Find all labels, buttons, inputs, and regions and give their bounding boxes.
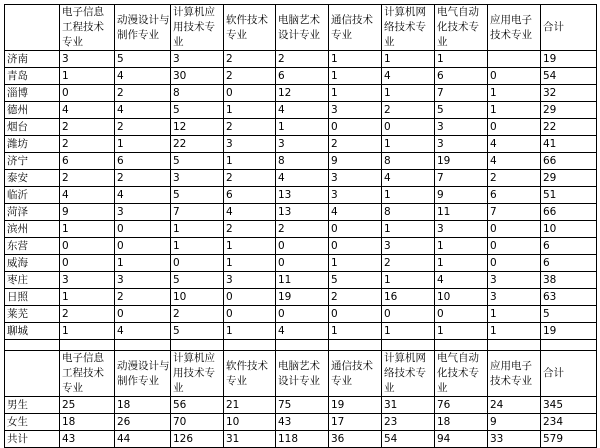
count-cell: 1	[435, 238, 488, 255]
count-cell: 3	[435, 119, 488, 136]
column-header: 计算机应用技术专业	[171, 5, 224, 51]
count-cell: 2	[224, 221, 276, 238]
count-cell: 3	[488, 289, 541, 306]
count-cell: 1	[382, 323, 435, 340]
count-cell: 63	[541, 289, 597, 306]
count-cell: 13	[276, 204, 329, 221]
column-header: 电脑艺术设计专业	[276, 351, 329, 397]
column-header: 电子信息工程技术专业	[60, 5, 115, 51]
count-cell: 5	[171, 187, 224, 204]
empty-cell	[488, 340, 541, 351]
count-cell: 19	[435, 153, 488, 170]
count-cell: 18	[115, 397, 171, 414]
count-cell: 5	[171, 323, 224, 340]
count-cell: 1	[171, 221, 224, 238]
count-cell: 1	[488, 306, 541, 323]
count-cell: 76	[435, 397, 488, 414]
count-cell: 66	[541, 153, 597, 170]
count-cell: 4	[115, 323, 171, 340]
count-cell: 2	[382, 255, 435, 272]
count-cell: 2	[224, 51, 276, 68]
column-header: 通信技术专业	[329, 351, 382, 397]
count-cell: 2	[60, 119, 115, 136]
count-cell: 4	[224, 204, 276, 221]
column-header: 合计	[541, 351, 597, 397]
column-header: 应用电子技术专业	[488, 5, 541, 51]
column-header: 应用电子技术专业	[488, 351, 541, 397]
table-row	[5, 119, 597, 136]
column-header: 软件技术专业	[224, 351, 276, 397]
empty-cell	[276, 340, 329, 351]
spacer-row	[5, 340, 597, 351]
count-cell: 2	[329, 136, 382, 153]
table-row	[5, 102, 597, 119]
count-cell: 19	[541, 51, 597, 68]
count-cell: 17	[329, 414, 382, 431]
count-cell: 0	[276, 238, 329, 255]
count-cell: 2	[382, 102, 435, 119]
count-cell: 4	[488, 136, 541, 153]
count-cell: 2	[224, 170, 276, 187]
table-row	[5, 51, 597, 68]
count-cell: 5	[171, 153, 224, 170]
column-header: 电子信息工程技术专业	[60, 351, 115, 397]
count-cell: 345	[541, 397, 597, 414]
column-header: 计算机应用技术专业	[171, 351, 224, 397]
header-row-majors-summary	[5, 351, 597, 397]
count-cell: 25	[60, 397, 115, 414]
count-cell: 3	[60, 51, 115, 68]
column-header: 计算机网络技术专业	[382, 5, 435, 51]
count-cell: 5	[171, 102, 224, 119]
count-cell: 0	[488, 255, 541, 272]
count-cell: 3	[488, 272, 541, 289]
count-cell: 234	[541, 414, 597, 431]
count-cell: 12	[276, 85, 329, 102]
count-cell: 6	[224, 187, 276, 204]
count-cell: 2	[115, 289, 171, 306]
count-cell: 9	[329, 153, 382, 170]
count-cell: 7	[435, 85, 488, 102]
count-cell: 36	[329, 431, 382, 448]
count-cell: 0	[329, 306, 382, 323]
table-row	[5, 204, 597, 221]
count-cell	[488, 51, 541, 68]
gender-label: 女生	[5, 414, 60, 431]
empty-cell	[435, 340, 488, 351]
count-cell: 8	[382, 153, 435, 170]
city-label: 临沂	[5, 187, 60, 204]
count-cell: 0	[488, 119, 541, 136]
count-cell: 1	[115, 136, 171, 153]
count-cell: 1	[171, 238, 224, 255]
city-label: 菏泽	[5, 204, 60, 221]
count-cell: 16	[382, 289, 435, 306]
count-cell: 2	[276, 221, 329, 238]
count-cell: 5	[541, 306, 597, 323]
count-cell: 0	[60, 238, 115, 255]
count-cell: 10	[541, 221, 597, 238]
count-cell: 29	[541, 170, 597, 187]
count-cell: 1	[488, 102, 541, 119]
count-cell: 3	[60, 272, 115, 289]
count-cell: 3	[115, 204, 171, 221]
gender-label: 共计	[5, 431, 60, 448]
count-cell: 4	[115, 68, 171, 85]
count-cell: 41	[541, 136, 597, 153]
count-cell: 2	[276, 51, 329, 68]
count-cell: 8	[382, 204, 435, 221]
count-cell: 31	[382, 397, 435, 414]
count-cell: 8	[276, 153, 329, 170]
count-cell: 66	[541, 204, 597, 221]
count-cell: 1	[382, 221, 435, 238]
count-cell: 0	[60, 255, 115, 272]
count-cell: 1	[224, 323, 276, 340]
column-header: 动漫设计与制作专业	[115, 5, 171, 51]
table-row	[5, 306, 597, 323]
count-cell: 44	[115, 431, 171, 448]
count-cell: 0	[224, 289, 276, 306]
count-cell: 3	[224, 272, 276, 289]
count-cell: 12	[171, 119, 224, 136]
city-label: 德州	[5, 102, 60, 119]
count-cell: 75	[276, 397, 329, 414]
count-cell: 10	[435, 289, 488, 306]
header-corner-cell	[5, 351, 60, 397]
count-cell: 54	[541, 68, 597, 85]
table-row	[5, 187, 597, 204]
count-cell: 0	[329, 221, 382, 238]
header-corner-cell	[5, 5, 60, 51]
table-row	[5, 431, 597, 448]
count-cell: 9	[488, 414, 541, 431]
count-cell: 3	[276, 136, 329, 153]
count-cell: 19	[329, 397, 382, 414]
count-cell: 0	[224, 85, 276, 102]
count-cell: 23	[382, 414, 435, 431]
city-label: 威海	[5, 255, 60, 272]
count-cell: 51	[541, 187, 597, 204]
city-label: 日照	[5, 289, 60, 306]
empty-cell	[5, 340, 60, 351]
count-cell: 1	[60, 289, 115, 306]
count-cell: 4	[115, 102, 171, 119]
count-cell: 5	[115, 51, 171, 68]
count-cell: 10	[171, 289, 224, 306]
count-cell: 3	[115, 272, 171, 289]
count-cell: 29	[541, 102, 597, 119]
count-cell: 3	[382, 238, 435, 255]
count-cell: 1	[60, 221, 115, 238]
count-cell: 10	[224, 414, 276, 431]
table-row	[5, 397, 597, 414]
count-cell: 0	[488, 221, 541, 238]
count-cell: 3	[171, 170, 224, 187]
count-cell: 1	[329, 85, 382, 102]
count-cell: 13	[276, 187, 329, 204]
city-label: 济南	[5, 51, 60, 68]
empty-cell	[382, 340, 435, 351]
count-cell: 22	[171, 136, 224, 153]
count-cell: 5	[435, 102, 488, 119]
count-cell: 2	[115, 119, 171, 136]
empty-cell	[329, 340, 382, 351]
count-cell: 1	[329, 51, 382, 68]
count-cell: 4	[276, 323, 329, 340]
count-cell: 4	[435, 272, 488, 289]
count-cell: 4	[329, 204, 382, 221]
count-cell: 6	[435, 68, 488, 85]
column-header: 合计	[541, 5, 597, 51]
column-header: 电气自动化技术专业	[435, 5, 488, 51]
count-cell: 3	[329, 170, 382, 187]
count-cell: 0	[488, 238, 541, 255]
city-label: 青岛	[5, 68, 60, 85]
count-cell: 6	[541, 255, 597, 272]
count-cell: 19	[541, 323, 597, 340]
gender-label: 男生	[5, 397, 60, 414]
count-cell: 0	[115, 306, 171, 323]
count-cell: 33	[488, 431, 541, 448]
count-cell: 1	[435, 51, 488, 68]
empty-cell	[171, 340, 224, 351]
table-row	[5, 221, 597, 238]
column-header: 动漫设计与制作专业	[115, 351, 171, 397]
count-cell: 9	[60, 204, 115, 221]
city-label: 烟台	[5, 119, 60, 136]
column-header: 通信技术专业	[329, 5, 382, 51]
city-label: 潍坊	[5, 136, 60, 153]
count-cell: 1	[488, 323, 541, 340]
count-cell: 6	[276, 68, 329, 85]
count-cell: 18	[435, 414, 488, 431]
count-cell: 54	[382, 431, 435, 448]
empty-cell	[60, 340, 115, 351]
city-label: 济宁	[5, 153, 60, 170]
count-cell: 11	[435, 204, 488, 221]
count-cell: 8	[171, 85, 224, 102]
count-cell: 0	[329, 119, 382, 136]
table-row	[5, 289, 597, 306]
count-cell: 26	[115, 414, 171, 431]
count-cell: 1	[329, 323, 382, 340]
count-cell: 94	[435, 431, 488, 448]
count-cell: 1	[488, 85, 541, 102]
count-cell: 4	[60, 187, 115, 204]
count-cell: 5	[171, 272, 224, 289]
count-cell: 118	[276, 431, 329, 448]
empty-cell	[115, 340, 171, 351]
count-cell: 2	[488, 170, 541, 187]
count-cell: 6	[60, 153, 115, 170]
count-cell: 1	[276, 119, 329, 136]
count-cell: 24	[488, 397, 541, 414]
count-cell: 0	[224, 306, 276, 323]
count-cell: 1	[329, 68, 382, 85]
count-cell: 1	[329, 255, 382, 272]
count-cell: 4	[276, 102, 329, 119]
count-cell: 3	[329, 187, 382, 204]
count-cell: 4	[382, 68, 435, 85]
table-row	[5, 323, 597, 340]
count-cell: 6	[488, 187, 541, 204]
count-cell: 2	[224, 68, 276, 85]
enrollment-table-wrapper	[4, 4, 597, 448]
count-cell: 0	[60, 85, 115, 102]
count-cell: 1	[224, 102, 276, 119]
table-row	[5, 153, 597, 170]
count-cell: 31	[224, 431, 276, 448]
table-row	[5, 136, 597, 153]
count-cell: 1	[224, 238, 276, 255]
count-cell: 7	[488, 204, 541, 221]
count-cell: 1	[435, 255, 488, 272]
table-row	[5, 255, 597, 272]
count-cell: 0	[115, 221, 171, 238]
count-cell: 2	[60, 306, 115, 323]
count-cell: 1	[115, 255, 171, 272]
city-label: 莱芜	[5, 306, 60, 323]
column-header: 电脑艺术设计专业	[276, 5, 329, 51]
count-cell: 1	[382, 187, 435, 204]
count-cell: 2	[115, 170, 171, 187]
count-cell: 4	[488, 153, 541, 170]
empty-cell	[541, 340, 597, 351]
count-cell: 30	[171, 68, 224, 85]
count-cell: 0	[435, 306, 488, 323]
count-cell: 3	[435, 136, 488, 153]
count-cell: 19	[276, 289, 329, 306]
table-row	[5, 414, 597, 431]
count-cell: 6	[115, 153, 171, 170]
count-cell: 0	[329, 238, 382, 255]
table-row	[5, 238, 597, 255]
count-cell: 21	[224, 397, 276, 414]
count-cell: 1	[382, 85, 435, 102]
count-cell: 0	[171, 255, 224, 272]
count-cell: 0	[115, 238, 171, 255]
column-header: 软件技术专业	[224, 5, 276, 51]
count-cell: 3	[171, 51, 224, 68]
count-cell: 2	[60, 170, 115, 187]
count-cell: 1	[382, 51, 435, 68]
count-cell: 7	[435, 170, 488, 187]
city-label: 淄博	[5, 85, 60, 102]
count-cell: 18	[60, 414, 115, 431]
city-label: 东营	[5, 238, 60, 255]
count-cell: 0	[276, 306, 329, 323]
count-cell: 2	[115, 85, 171, 102]
count-cell: 70	[171, 414, 224, 431]
table-body	[5, 5, 597, 448]
enrollment-table	[4, 4, 597, 448]
city-label: 聊城	[5, 323, 60, 340]
count-cell: 43	[276, 414, 329, 431]
count-cell: 4	[115, 187, 171, 204]
count-cell: 0	[488, 68, 541, 85]
table-row	[5, 170, 597, 187]
count-cell: 3	[435, 221, 488, 238]
count-cell: 0	[276, 255, 329, 272]
count-cell: 0	[382, 119, 435, 136]
count-cell: 22	[541, 119, 597, 136]
count-cell: 7	[171, 204, 224, 221]
count-cell: 1	[60, 68, 115, 85]
count-cell: 32	[541, 85, 597, 102]
count-cell: 0	[382, 306, 435, 323]
count-cell: 1	[435, 323, 488, 340]
column-header: 电气自动化技术专业	[435, 351, 488, 397]
count-cell: 6	[541, 238, 597, 255]
count-cell: 1	[224, 255, 276, 272]
count-cell: 3	[224, 136, 276, 153]
count-cell: 4	[382, 170, 435, 187]
city-label: 泰安	[5, 170, 60, 187]
count-cell: 2	[224, 119, 276, 136]
count-cell: 4	[60, 102, 115, 119]
count-cell: 2	[60, 136, 115, 153]
count-cell: 1	[382, 136, 435, 153]
table-row	[5, 68, 597, 85]
count-cell: 43	[60, 431, 115, 448]
count-cell: 9	[435, 187, 488, 204]
count-cell: 3	[329, 102, 382, 119]
column-header: 计算机网络技术专业	[382, 351, 435, 397]
count-cell: 11	[276, 272, 329, 289]
count-cell: 5	[329, 272, 382, 289]
count-cell: 2	[171, 306, 224, 323]
city-label: 枣庄	[5, 272, 60, 289]
count-cell: 1	[224, 153, 276, 170]
header-row-majors	[5, 5, 597, 51]
table-row	[5, 85, 597, 102]
count-cell: 4	[276, 170, 329, 187]
count-cell: 56	[171, 397, 224, 414]
count-cell: 38	[541, 272, 597, 289]
count-cell: 1	[382, 272, 435, 289]
city-label: 滨州	[5, 221, 60, 238]
table-row	[5, 272, 597, 289]
count-cell: 1	[60, 323, 115, 340]
count-cell: 2	[329, 289, 382, 306]
count-cell: 126	[171, 431, 224, 448]
count-cell: 579	[541, 431, 597, 448]
empty-cell	[224, 340, 276, 351]
